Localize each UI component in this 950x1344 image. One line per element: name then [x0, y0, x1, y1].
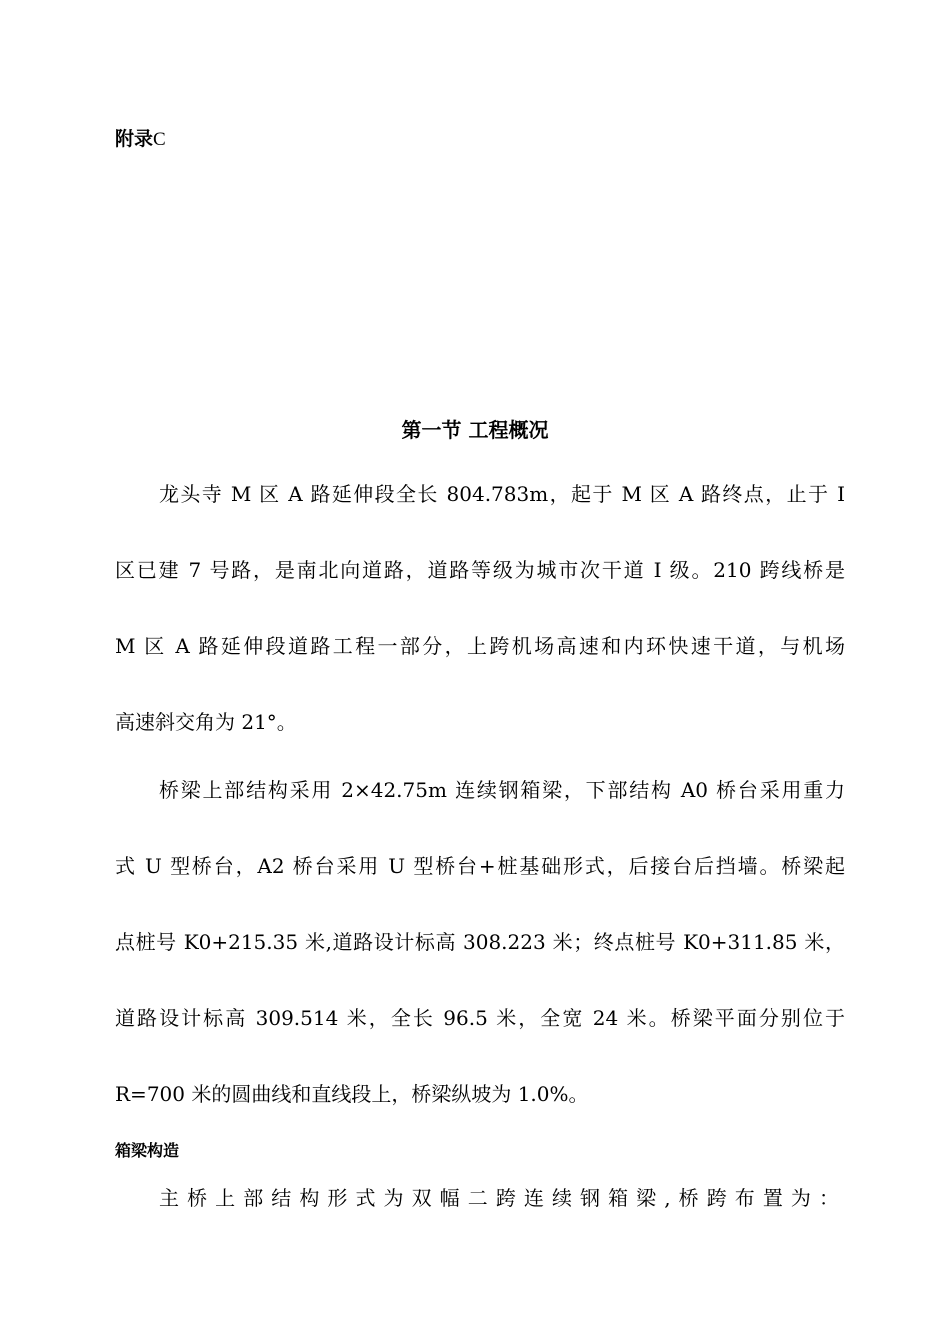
paragraph-line: 式 U 型桥台，A2 桥台采用 U 型桥台+桩基础形式，后接台后挡墙。桥梁起 — [115, 854, 845, 878]
paragraph-project-overview — [115, 456, 845, 760]
paragraph-line: 桥梁上部结构采用 2×42.75m 连续钢箱梁，下部结构 A0 桥台采用重力 — [159, 778, 845, 802]
paragraph-line: R=700 米的圆曲线和直线段上，桥梁纵坡为 1.0%。 — [115, 1082, 589, 1106]
appendix-prefix: 附录 — [115, 128, 154, 150]
section-title: 第一节 工程概况 — [401, 418, 549, 442]
paragraph-bridge-structure — [115, 752, 845, 1132]
paragraph-line: 区已建 7 号路，是南北向道路，道路等级为城市次干道 I 级。210 跨线桥是 — [115, 558, 845, 582]
paragraph-line: 点桩号 K0+215.35 米,道路设计标高 308.223 米；终点桩号 K0+311.85 米， — [115, 930, 845, 954]
paragraph-line: M 区 A 路延伸段道路工程一部分，上跨机场高速和内环快速干道，与机场 — [115, 634, 845, 658]
appendix-letter: C — [153, 129, 166, 150]
paragraph-box-girder: 主桥上部结构形式为双幅二跨连续钢箱梁,桥跨布置为： — [159, 1186, 845, 1210]
appendix-label — [115, 124, 166, 151]
paragraph-line: 道路设计标高 309.514 米，全长 96.5 米，全宽 24 米。桥梁平面分别位于 — [115, 1006, 845, 1030]
paragraph-line: 高速斜交角为 21°。 — [115, 710, 297, 734]
paragraph-line: 龙头寺 M 区 A 路延伸段全长 804.783m，起于 M 区 A 路终点，止于 I — [159, 482, 845, 506]
subheading-box-girder: 箱梁构造 — [115, 1141, 180, 1160]
